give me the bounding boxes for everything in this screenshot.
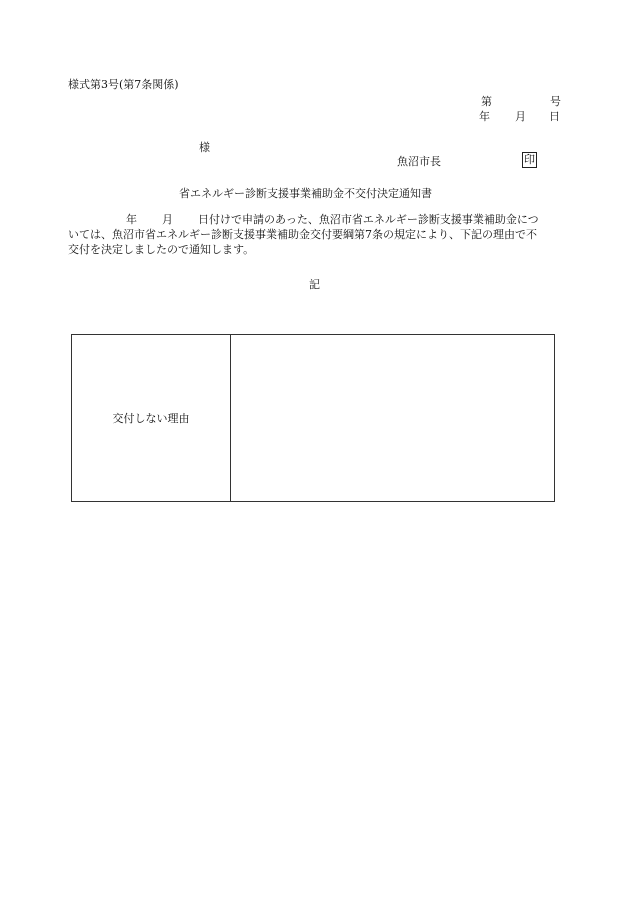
body-line-1 — [68, 212, 563, 227]
reason-label: 交付しない理由 — [112, 412, 190, 425]
date-month-label: 月 — [515, 110, 526, 123]
document-number-prefix: 第 — [481, 95, 492, 108]
date-day-label: 日 — [549, 110, 560, 123]
body-year-label: 年 — [126, 213, 137, 226]
reason-table — [71, 334, 555, 502]
body-month-label: 月 — [162, 213, 173, 226]
seal-stamp-box: 印 — [524, 153, 535, 166]
issuer-title: 魚沼市長 — [397, 155, 441, 168]
addressee-honorific: 様 — [199, 141, 210, 154]
body-line-3: 交付を決定しましたので通知します。 — [68, 243, 255, 256]
date-year-label: 年 — [479, 110, 490, 123]
body-paragraph — [68, 212, 563, 257]
reason-value-cell[interactable] — [231, 335, 554, 501]
body-line-2: いては、魚沼市省エネルギー診断支援事業補助金交付要綱第7条の規定により、下記の理由で不 — [68, 228, 537, 241]
reason-label-cell — [72, 335, 231, 501]
ki-heading: 記 — [309, 278, 320, 291]
document-number-suffix: 号 — [550, 95, 561, 108]
form-number: 様式第3号(第7条関係) — [68, 78, 179, 91]
body-line-1-text: 日付けで申請のあった、魚沼市省エネルギー診断支援事業補助金につ — [198, 213, 539, 226]
document-title: 省エネルギー診断支援事業補助金不交付決定通知書 — [179, 187, 432, 200]
